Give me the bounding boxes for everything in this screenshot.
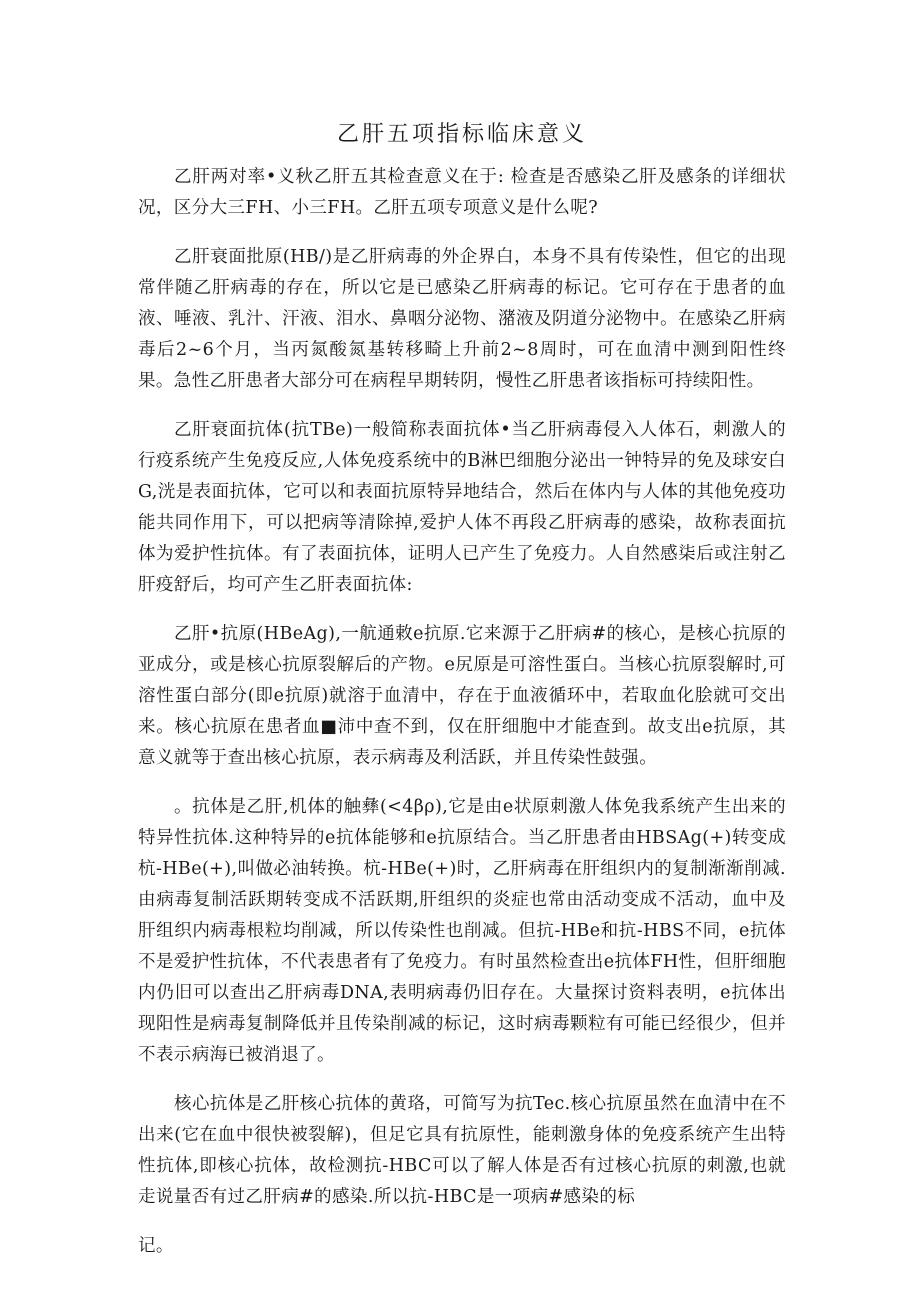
paragraph-tail: 记。	[138, 1236, 174, 1256]
document-page	[138, 118, 786, 1280]
paragraph-intro: 乙肝两对率•义秋乙肝五其检查意义在于: 检查是否感染乙肝及感条的详细状况，区分大三FH、小三FH。乙肝五项专项意义是什么呢?	[138, 167, 786, 218]
paragraph-anti-hbc: 核心抗体是乙肝核心抗体的黄珞，可简写为抗Tec.核心抗原虽然在血清中在不出来(它在血中很快被裂解)，但足它具有抗原性，能刺激身体的免疫系统产生出特性抗体,即核心抗体，故检测抗-HBC可以了解人体是否有过核心抗原的刺激,也就走说量否有过乙肝病#的感染.所以抗-HBC是一项病#感染的标	[138, 1094, 786, 1207]
paragraph-anti-hbe: 。抗体是乙肝,机体的触彝(<4βρ),它是由e状原刺激人体免我系统产生出来的特异性抗体.这种特异的e抗体能够和e抗原结合。当乙肝患者由HBSAg(+)转变成杭-HBe(+),叫做必油转换。杭-HBe(+)时，乙肝病毒在肝组织内的复制渐渐削减.由病毒复制活跃期转变成不活跃期,肝组织的炎症也常由活动变成不活动，血中及肝组织内病毒根粒均削减，所以传染性也削减。但抗-HBe和抗-HBS不同，e抗体不是爱护性抗体，不代表患者有了免疫力。有时虽然检查出e抗体FH性，但肝细胞内仍旧可以查出乙肝病毒DNA,表明病毒仍旧存在。大量探讨资料表明，e抗体出现阳性是病毒复制降低并且传染削减的标记，这时病毒颗粒有可能已经很少，但并不表示病海已被消退了。	[138, 797, 786, 1065]
paragraph-hbeag: 乙肝•抗原(HBeAg),一航通敕e抗原.它来源于乙肝病#的核心，是核心抗原的亚成分，或是核心抗原裂解后的产物。e尻原是可溶性蛋白。当核心抗原裂解时,可溶性蛋白部分(即e抗原)就溶于血清中，存在于血液循环中，若取血化脍就可交出来。核心抗原在患者血■沛中查不到，仅在肝细胞中才能查到。故支出e抗原，其意义就等于查出核心抗原，表示病毒及利活跃，并且传染性鼓强。	[138, 624, 786, 768]
document-title: 乙肝五项指标临床意义	[336, 122, 587, 147]
paragraph-anti-hbs: 乙肝衰面抗体(抗TBe)一般简称表面抗体•当乙肝病毒侵入人体石，刺激人的行疫系统产生免疫反应,人体免疫系统中的B淋巴细胞分泌出一钟特异的免及球安白G,洸是表面抗体，它可以和表面抗原特异地结合，然后在体内与人体的其他免疫功能共同作用下，可以把病等清除掉,爱护人体不再段乙肝病毒的感染，故称表面抗体为爱护性抗体。有了表面抗体，证明人已产生了免疫力。人自然感柒后或注射乙肝疫舒后，均可产生乙肝表面抗体:	[138, 420, 786, 595]
paragraph-hbsag: 乙肝衰面批原(HB/)是乙肝病毒的外企界白，本身不具有传染性，但它的出现常伴随乙肝病毒的存在，所以它是已感染乙肝病毒的标记。它可存在于患者的血液、唾液、乳汁、汗液、泪水、鼻咽分泌物、潴液及阴道分泌物中。在感染乙肝病毒后2~6个月，当丙氮酸氮基转移畸上升前2~8周时，可在血清中测到阳性终果。急性乙肝患者大部分可在病程早期转阴，慢性乙肝患者该指标可持续阳性。	[138, 247, 786, 391]
